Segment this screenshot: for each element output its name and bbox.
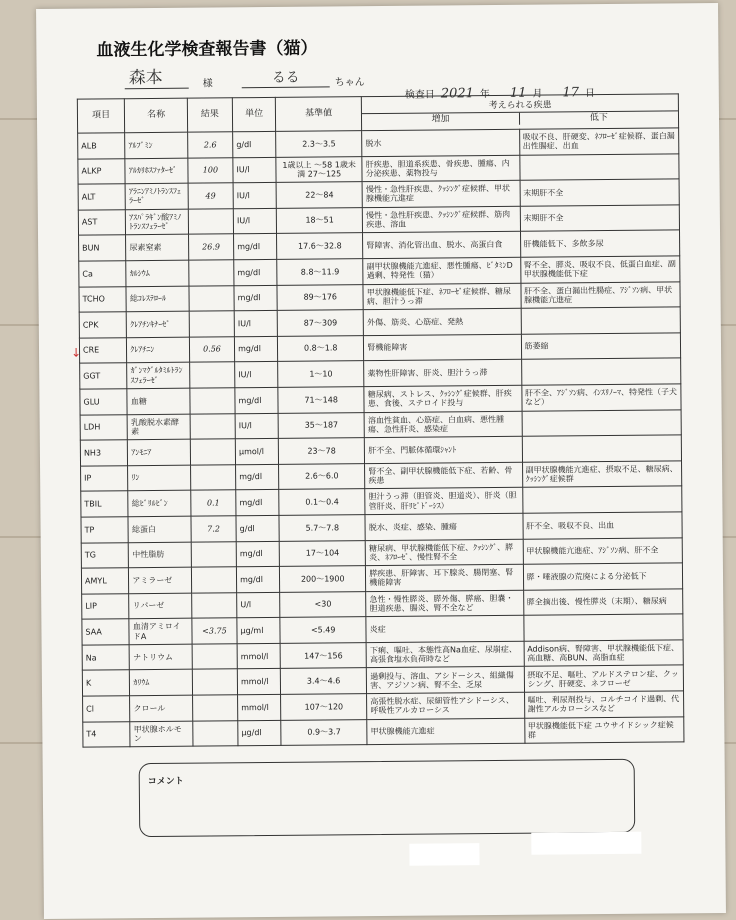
cell-name: ｸﾚｱﾁﾝｷﾅｰｾﾞ bbox=[127, 311, 190, 337]
cell-result: 7.2 bbox=[191, 516, 236, 542]
cell-item: Ca bbox=[79, 261, 127, 287]
owner-suffix: 様 bbox=[202, 78, 213, 90]
cell-item: TBIL bbox=[81, 491, 129, 517]
cell-item: LIP bbox=[82, 593, 130, 619]
cell-name: クロール bbox=[130, 695, 193, 721]
cell-name: ｱﾙﾌﾞﾐﾝ bbox=[125, 132, 188, 158]
cell-increase-diseases: 膵疾患、肝障害、耳下腺炎、腸閉塞、腎機能障害 bbox=[366, 564, 523, 591]
cell-result bbox=[189, 285, 234, 311]
cell-item: BUN bbox=[79, 235, 127, 261]
cell-unit: mg/dl bbox=[234, 259, 277, 285]
cell-item: ALB bbox=[78, 133, 126, 159]
cell-decrease-diseases: 筋萎縮 bbox=[521, 333, 681, 360]
cell-unit: IU/l bbox=[233, 183, 276, 209]
cell-reference: 89～176 bbox=[277, 284, 363, 310]
cell-decrease-diseases: 膵全摘出後、慢性膵炎（末期）、糖尿病 bbox=[523, 589, 683, 616]
cell-reference: 0.8～1.8 bbox=[278, 335, 364, 361]
cell-unit: μg/ml bbox=[237, 618, 280, 644]
cell-unit: mg/dl bbox=[234, 285, 277, 311]
cell-result bbox=[188, 209, 233, 235]
header-result: 結果 bbox=[187, 98, 233, 132]
cell-unit: mg/dl bbox=[236, 566, 279, 592]
cell-unit: mg/dl bbox=[236, 464, 279, 490]
cell-result: 2.6 bbox=[187, 132, 232, 158]
cell-increase-diseases: 甲状腺機能低下症、ﾈﾌﾛｰｾﾞ症候群、糖尿病、胆汁うっ滞 bbox=[363, 283, 520, 310]
cell-name: ナトリウム bbox=[129, 644, 192, 670]
cell-name: 血清アミロイドA bbox=[129, 618, 192, 644]
cell-decrease-diseases: 副甲状腺機能亢進症、摂取不足、糖尿病、ｸｯｼﾝｸﾞ症候群 bbox=[522, 461, 682, 488]
cell-unit: mmol/l bbox=[237, 643, 280, 669]
cell-increase-diseases: 副甲状腺機能亢進症、悪性腫瘍、ﾋﾞﾀﾐﾝD過剰、特発性（猫） bbox=[363, 257, 520, 284]
header-diseases-sub bbox=[362, 111, 678, 126]
cell-unit: IU/l bbox=[233, 157, 276, 183]
cell-increase-diseases: 糖尿病、ストレス、ｸｯｼﾝｸﾞ症候群、肝疾患、食後、ステロイド投与 bbox=[364, 385, 521, 412]
header-increase: 増加 bbox=[362, 113, 519, 127]
cell-increase-diseases: 肝不全、門脈体循環ｼｬﾝﾄ bbox=[365, 436, 522, 463]
cell-reference: 1～10 bbox=[278, 361, 364, 387]
cell-reference: 5.7～7.8 bbox=[279, 515, 365, 541]
cell-reference: 23～78 bbox=[278, 438, 364, 464]
cell-decrease-diseases bbox=[521, 307, 681, 334]
cell-reference: 17～104 bbox=[279, 540, 365, 566]
report-title: 血液生化学検査報告書（猫） bbox=[96, 38, 318, 61]
cell-reference: <30 bbox=[280, 591, 366, 617]
cell-decrease-diseases: Addison病、腎障害、甲状腺機能低下症、高血糖、高BUN、高脂血症 bbox=[524, 640, 684, 667]
cell-reference: 0.1～0.4 bbox=[279, 489, 365, 515]
cell-item: AMYL bbox=[81, 568, 129, 594]
redaction-block bbox=[531, 832, 641, 855]
cell-decrease-diseases bbox=[521, 358, 681, 385]
cell-unit: U/l bbox=[237, 592, 280, 618]
cell-unit: mg/dl bbox=[234, 234, 277, 260]
cell-unit: g/dl bbox=[233, 131, 276, 157]
header-name: 名称 bbox=[125, 98, 188, 133]
cell-item: SAA bbox=[82, 619, 130, 645]
cell-result bbox=[193, 720, 238, 746]
cell-name: 総ﾋﾞﾘﾙﾋﾞﾝ bbox=[128, 490, 191, 516]
cell-decrease-diseases bbox=[522, 435, 682, 462]
cell-unit: IU/l bbox=[234, 311, 277, 337]
cell-item: T4 bbox=[83, 721, 131, 747]
cell-result: 0.56 bbox=[189, 337, 234, 363]
cell-name: 総蛋白 bbox=[128, 516, 191, 542]
pet-suffix: ちゃん bbox=[334, 77, 365, 89]
cell-increase-diseases: 肝疾患、胆道系疾患、骨疾患、腫瘍、内分泌疾患、薬物投与 bbox=[362, 155, 519, 182]
cell-unit: μmol/l bbox=[235, 439, 278, 465]
cell-result: <3.75 bbox=[192, 618, 237, 644]
cell-item: Cl bbox=[83, 696, 131, 722]
cell-result bbox=[189, 260, 234, 286]
cell-reference: 3.4～4.6 bbox=[280, 668, 366, 694]
exam-day-label: 日 bbox=[584, 88, 596, 100]
cell-increase-diseases: 胆汁うっ滞（胆管炎、胆道炎）、肝炎（胆管肝炎、肝ﾘﾋﾟﾄﾞｰｼｽ） bbox=[365, 488, 522, 515]
cell-decrease-diseases: 嘔吐、利尿剤投与、コルチコイド過剰、代謝性アルカローシスなど bbox=[524, 691, 684, 718]
cell-reference: 22～84 bbox=[276, 182, 362, 208]
cell-reference: 200～1900 bbox=[280, 566, 366, 592]
cell-decrease-diseases: 吸収不良、肝硬変、ﾈﾌﾛｰｾﾞ症候群、蛋白漏出性腸症、出血 bbox=[519, 128, 679, 155]
header-item: 項目 bbox=[77, 99, 125, 133]
cell-reference: 147～156 bbox=[280, 643, 366, 669]
cell-item: TCHO bbox=[79, 286, 127, 312]
cell-unit: mg/dl bbox=[236, 541, 279, 567]
cell-increase-diseases: 腎不全、副甲状腺機能低下症、若齢、骨疾患 bbox=[365, 462, 522, 489]
cell-unit: μg/dl bbox=[238, 720, 281, 746]
cell-increase-diseases: 外傷、筋炎、心筋症、発熱 bbox=[363, 308, 520, 335]
cell-decrease-diseases: 腎不全、膵炎、吸収不良、低蛋白血症、副甲状腺機能低下症 bbox=[520, 256, 680, 283]
cell-item: AST bbox=[78, 209, 126, 235]
cell-reference: 18～51 bbox=[276, 207, 362, 233]
header-reference: 基準値 bbox=[275, 97, 361, 132]
results-table bbox=[77, 93, 685, 747]
cell-unit: mg/dl bbox=[235, 387, 278, 413]
cell-unit: IU/l bbox=[235, 362, 278, 388]
owner-name: 森本 bbox=[125, 63, 189, 90]
cell-increase-diseases: 炎症 bbox=[366, 616, 523, 643]
cell-unit: g/dl bbox=[236, 515, 279, 541]
cell-increase-diseases: 過剰投与、溶血、アシドーシス、組織傷害、アジソン病、腎不全、乏尿 bbox=[367, 667, 524, 694]
header-unit: 単位 bbox=[232, 97, 275, 131]
exam-month: 11 bbox=[509, 85, 527, 101]
cell-item: NH3 bbox=[80, 440, 128, 466]
cell-reference: 2.6～6.0 bbox=[279, 463, 365, 489]
cell-increase-diseases: 腎機能障害 bbox=[364, 334, 521, 361]
cell-result: 100 bbox=[188, 157, 233, 183]
cell-reference: 71～148 bbox=[278, 387, 364, 413]
cell-decrease-diseases bbox=[522, 486, 682, 513]
cell-name: 総ｺﾚｽﾃﾛｰﾙ bbox=[126, 286, 189, 312]
cell-name: ｸﾚｱﾁﾆﾝ bbox=[127, 337, 190, 363]
cell-unit: mg/dl bbox=[236, 490, 279, 516]
cell-increase-diseases: 急性・慢性膵炎、膵外傷、膵癌、胆嚢・胆道疾患、腸炎、腎不全など bbox=[366, 590, 523, 617]
cell-result bbox=[190, 464, 235, 490]
cell-increase-diseases: 脱水、炎症、感染、腫瘍 bbox=[365, 513, 522, 540]
exam-date-label: 検査日 bbox=[404, 89, 435, 101]
cell-name: アミラーゼ bbox=[129, 567, 192, 593]
cell-name: 血糖 bbox=[127, 388, 190, 414]
cell-result bbox=[191, 541, 236, 567]
cell-item: TP bbox=[81, 517, 129, 543]
header-diseases-label: 考えられる疾患 bbox=[362, 98, 678, 114]
cell-item: K bbox=[82, 670, 130, 696]
cell-reference: 2.3～3.5 bbox=[276, 131, 362, 157]
cell-reference: 87～309 bbox=[277, 310, 363, 336]
cell-item: TG bbox=[81, 542, 129, 568]
cell-name: 乳酸脱水素酵素 bbox=[127, 414, 190, 440]
cell-result: 49 bbox=[188, 183, 233, 209]
cell-decrease-diseases bbox=[519, 153, 679, 180]
cell-result: 0.1 bbox=[191, 490, 236, 516]
cell-increase-diseases: 糖尿病、甲状腺機能低下症、ｸｯｼﾝｸﾞ、膵炎、ﾈﾌﾛｰｾﾞ、慢性腎不全 bbox=[365, 539, 522, 566]
cell-item: IP bbox=[81, 465, 129, 491]
cell-item: CRE bbox=[79, 337, 127, 363]
cell-increase-diseases: 脱水 bbox=[362, 129, 519, 156]
cell-reference: 17.6～32.8 bbox=[277, 233, 363, 259]
comment-label: コメント bbox=[147, 776, 184, 788]
header-decrease: 低下 bbox=[589, 113, 608, 124]
cell-increase-diseases: 慢性・急性肝疾患、ｸｯｼﾝｸﾞ症候群、甲状腺機能亢進症 bbox=[362, 180, 519, 207]
report-sheet bbox=[36, 3, 726, 919]
cell-decrease-diseases: 膵・唾液腺の荒廃による分泌低下 bbox=[523, 563, 683, 590]
cell-unit: IU/l bbox=[235, 413, 278, 439]
cell-item: Na bbox=[82, 645, 130, 671]
cell-name: ｶﾞﾝﾏｸﾞﾙﾀﾐﾙﾄﾗﾝｽﾌｪﾗｰｾﾞ bbox=[127, 363, 190, 389]
cell-increase-diseases: 慢性・急性肝疾患、ｸｯｼﾝｸﾞ症候群、筋肉疾患、溶血 bbox=[363, 206, 520, 233]
cell-name: 尿素窒素 bbox=[126, 235, 189, 261]
cell-item: GLU bbox=[80, 389, 128, 415]
cell-decrease-diseases: 末期肝不全 bbox=[520, 179, 680, 206]
cell-name: ｱﾗﾆﾝｱﾐﾉﾄﾗﾝｽﾌｪﾗｰｾﾞ bbox=[125, 183, 188, 209]
cell-unit: mmol/l bbox=[238, 694, 281, 720]
cell-reference: 0.9～3.7 bbox=[281, 719, 367, 745]
table-row bbox=[83, 717, 684, 748]
cell-decrease-diseases: 甲状腺機能亢進症、ｱｼﾞｿﾝ病、肝不全 bbox=[523, 537, 683, 564]
cell-reference: 107～120 bbox=[281, 694, 367, 720]
cell-decrease-diseases: 肝機能低下、多飲多尿 bbox=[520, 230, 680, 257]
cell-decrease-diseases: 甲状腺機能低下症 ユウサイドシック症候群 bbox=[524, 717, 684, 744]
cell-reference: 35～187 bbox=[278, 412, 364, 438]
cell-item: CPK bbox=[79, 312, 127, 338]
cell-name: 中性脂肪 bbox=[129, 542, 192, 568]
cell-item: GGT bbox=[80, 363, 128, 389]
cell-result: 26.9 bbox=[188, 234, 233, 260]
exam-month-label: 月 bbox=[532, 88, 543, 100]
cell-result bbox=[192, 644, 237, 670]
comment-box bbox=[139, 759, 636, 837]
cell-decrease-diseases: 肝不全、蛋白漏出性腸症、ｱｼﾞｿﾝ病、甲状腺機能亢進症 bbox=[520, 281, 680, 308]
cell-decrease-diseases bbox=[523, 614, 683, 641]
cell-result bbox=[192, 695, 237, 721]
cell-unit: mmol/l bbox=[237, 669, 280, 695]
annotation-arrow: ↓ bbox=[70, 345, 82, 360]
exam-day: 17 bbox=[562, 85, 580, 101]
cell-name: ｱﾙｶﾘﾎｽﾌｧﾀｰｾﾞ bbox=[125, 158, 188, 184]
cell-decrease-diseases: 肝不全、吸収不良、出血 bbox=[522, 512, 682, 539]
cell-increase-diseases: 溶血性貧血、心筋症、白血病、悪性腫瘍、急性肝炎、感染症 bbox=[364, 411, 521, 438]
exam-year-label: 年 bbox=[479, 89, 490, 101]
cell-decrease-diseases: 末期肝不全 bbox=[520, 205, 680, 232]
cell-result bbox=[190, 439, 235, 465]
cell-name: ｱﾝﾓﾆｱ bbox=[128, 439, 191, 465]
cell-result bbox=[191, 592, 236, 618]
header-diseases bbox=[362, 94, 679, 131]
cell-result bbox=[191, 567, 236, 593]
cell-item: LDH bbox=[80, 414, 128, 440]
pet-name: るる bbox=[242, 66, 330, 88]
cell-decrease-diseases bbox=[522, 409, 682, 436]
cell-reference: <5.49 bbox=[280, 617, 366, 643]
cell-result bbox=[192, 669, 237, 695]
cell-name: ﾘﾝ bbox=[128, 465, 191, 491]
cell-name: 甲状腺ホルモン bbox=[130, 721, 193, 747]
redaction-block bbox=[409, 843, 479, 866]
cell-increase-diseases: 甲状腺機能亢進症 bbox=[367, 718, 524, 745]
cell-unit: mg/dl bbox=[234, 336, 277, 362]
cell-name: ｶﾙｼｳﾑ bbox=[126, 260, 189, 286]
cell-result bbox=[189, 311, 234, 337]
cell-name: ｶﾘｳﾑ bbox=[130, 670, 193, 696]
results-body bbox=[78, 128, 684, 747]
cell-item: ALKP bbox=[78, 158, 126, 184]
cell-decrease-diseases: 肝不全、ｱｼﾞｿﾝ病、ｲﾝｽﾘﾉｰﾏ、特発性（子犬など） bbox=[521, 384, 681, 411]
cell-name: リパーゼ bbox=[129, 593, 192, 619]
cell-decrease-diseases: 摂取不足、嘔吐、アルドステロン症、クッシング、肝硬変、ネフローゼ bbox=[524, 665, 684, 692]
cell-item: ALT bbox=[78, 184, 126, 210]
cell-result bbox=[190, 388, 235, 414]
cell-increase-diseases: 高張性脱水症、尿細管性アシドーシス、呼吸性アルカローシス bbox=[367, 692, 524, 719]
cell-result bbox=[189, 362, 234, 388]
exam-year: 2021 bbox=[440, 86, 474, 102]
cell-increase-diseases: 腎障害、消化管出血、脱水、高蛋白食 bbox=[363, 232, 520, 259]
cell-result bbox=[190, 413, 235, 439]
cell-name: ｱｽﾊﾟﾗｷﾞﾝ酸ｱﾐﾉﾄﾗﾝｽﾌｪﾗｰｾﾞ bbox=[126, 209, 189, 235]
cell-increase-diseases: 下痢、嘔吐、本態性高Na血症、尿崩症、高張食塩水負荷時など bbox=[366, 641, 523, 668]
cell-reference: 8.8～11.9 bbox=[277, 259, 363, 285]
cell-reference: 1歳以上 ～58 1歳未満 27～125 bbox=[276, 156, 362, 182]
cell-unit: IU/l bbox=[233, 208, 276, 234]
cell-increase-diseases: 薬物性肝障害、肝炎、胆汁うっ滞 bbox=[364, 360, 521, 387]
